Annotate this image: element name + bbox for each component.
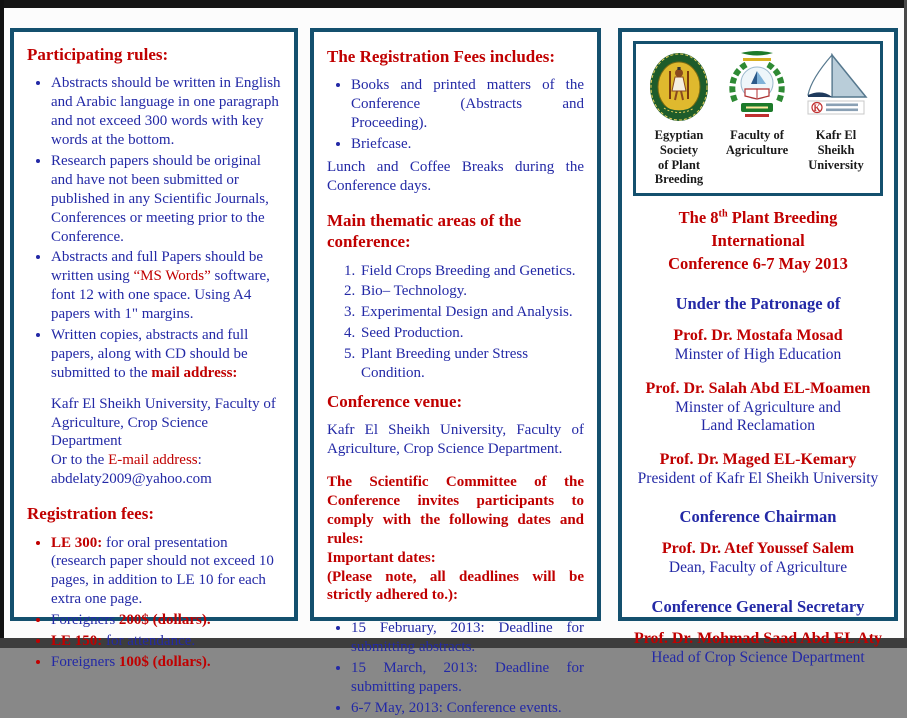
chairman-role: Dean, Faculty of Agriculture [668, 559, 848, 577]
fee-item: • Foreigners 100$ (dollars). [51, 653, 282, 672]
conference-venue-text: Kafr El Sheikh University, Faculty of Agriculture, Crop Science Department. [327, 422, 584, 458]
date-item: • 15 February, 2013: Deadline for submitting abstracts. [351, 619, 584, 657]
patron-name: Prof. Dr. Mostafa Mosad [673, 327, 843, 345]
panel-fees-and-dates [310, 28, 601, 716]
faculty-agriculture-caption: Faculty of Agriculture [725, 128, 789, 157]
secretary-name: Prof. Dr. Mohmad Saad Abd EL Aty [633, 629, 883, 647]
patron-salah-abd-el-moamen [633, 379, 883, 436]
brochure-panels [10, 28, 898, 716]
patron-role: President of Kafr El Sheikh University [637, 469, 879, 487]
conference-venue-heading: Conference venue: [327, 391, 463, 411]
panel-conference-cover [618, 28, 898, 666]
logo-cell-faculty-agriculture [718, 51, 796, 158]
chairman-name: Prof. Dr. Atef Youssef Salem [661, 540, 855, 558]
fee-item: • Foreigners 200$ (dollars). [51, 611, 282, 630]
logo-cell-kfs-university [796, 51, 876, 172]
panel-participating-rules [10, 28, 298, 670]
rule-item: • Written copies, abstracts and full papers, along with CD should be submitted to the mail address: [51, 326, 282, 383]
date-item: • 15 March, 2013: Deadline for submitting papers. [351, 659, 584, 697]
fees-includes-heading: The Registration Fees includes: [327, 47, 556, 66]
fees-includes-list [327, 76, 584, 154]
egyptian-society-caption: Egyptian Society of Plant Breeding [654, 128, 704, 187]
mailing-address: Kafr El Sheikh University, Faculty of Agriculture, Crop Science Department Or to the E-mail address: abdelaty2009@yahoo.com [51, 395, 276, 488]
secretary-heading: Conference General Secretary [651, 596, 865, 616]
fee-item: • LE 300: for oral presentation (research paper should not exceed 10 pages, in addition to LE 10 for each extra one page. [51, 534, 282, 610]
registration-fees-heading: Registration fees: [27, 504, 154, 524]
fee-item: • LE 150: for attendance. [51, 632, 282, 651]
thematic-areas-list [327, 262, 584, 383]
date-item: • 6-7 May, 2013: Conference events. [351, 699, 584, 718]
deadlines-note: (Please note, all deadlines will be strictly adhered to.): [327, 568, 584, 604]
chairman-atef-youssef-salem [633, 539, 883, 578]
thematic-areas-heading: Main thematic areas of the conference: [327, 210, 522, 252]
conference-title: The 8th Plant Breeding International Conference 6-7 May 2013 [668, 208, 848, 274]
patron-name: Prof. Dr. Salah Abd EL-Moamen [645, 379, 871, 397]
egyptian-society-seal-icon [648, 51, 710, 123]
logos-box [633, 41, 883, 196]
participating-rules-list [27, 74, 282, 382]
patron-maged-el-kemary [633, 450, 883, 489]
theme-item: 4. Seed Production. [359, 324, 584, 343]
kafr-el-sheikh-university-sail-icon [796, 51, 876, 123]
theme-item: 5. Plant Breeding under Stress Condition. [359, 345, 584, 383]
secretary-role: Head of Crop Science Department [651, 648, 865, 666]
svg-text:K: K [813, 103, 821, 113]
registration-fees-list [27, 534, 282, 672]
rule-item: • Abstracts should be written in English and Arabic language in one paragraph and not exceed 300 words with key words at the bottom. [51, 74, 282, 150]
patron-name: Prof. Dr. Maged EL-Kemary [659, 450, 857, 468]
patron-role: Minster of Agriculture and Land Reclamation [675, 398, 841, 435]
secretary-mohmad-saad [633, 629, 883, 668]
kfs-university-caption: Kafr El Sheikh University [808, 128, 864, 172]
patron-mostafa-mosad [633, 326, 883, 365]
patronage-heading: Under the Patronage of [675, 294, 841, 314]
rule-item: • Abstracts and full Papers should be written using “MS Words” software, font 12 with one space. Using A4 papers with 1" margins. [51, 248, 282, 324]
patron-role: Minster of High Education [674, 346, 842, 364]
committee-invitation: The Scientific Committee of the Conference invites participants to comply with the following dates and rules: [327, 474, 584, 547]
include-item: • Briefcase. [351, 135, 584, 154]
faculty-of-agriculture-crest-icon [721, 51, 793, 123]
important-dates-label: Important dates: [327, 549, 436, 566]
top-scan-bar [0, 0, 907, 8]
theme-item: 1. Field Crops Breeding and Genetics. [359, 262, 584, 281]
chairman-heading: Conference Chairman [679, 507, 837, 527]
scientific-committee-block [327, 473, 584, 605]
logo-cell-egyptian-society [640, 51, 718, 187]
left-scan-bar [0, 0, 4, 648]
participating-rules-heading: Participating rules: [27, 45, 169, 64]
include-item: • Books and printed matters of the Conference (Abstracts and Proceeding). [351, 76, 584, 133]
theme-item: 2. Bio– Technology. [359, 282, 584, 301]
important-dates-list [327, 619, 584, 717]
theme-item: 3. Experimental Design and Analysis. [359, 303, 584, 322]
lunch-note: Lunch and Coffee Breaks during the Conference days. [327, 158, 584, 194]
rule-item: • Research papers should be original and have not been submitted or published in any Scientific Journals, Conferences or meeting prior to the Conference. [51, 152, 282, 246]
